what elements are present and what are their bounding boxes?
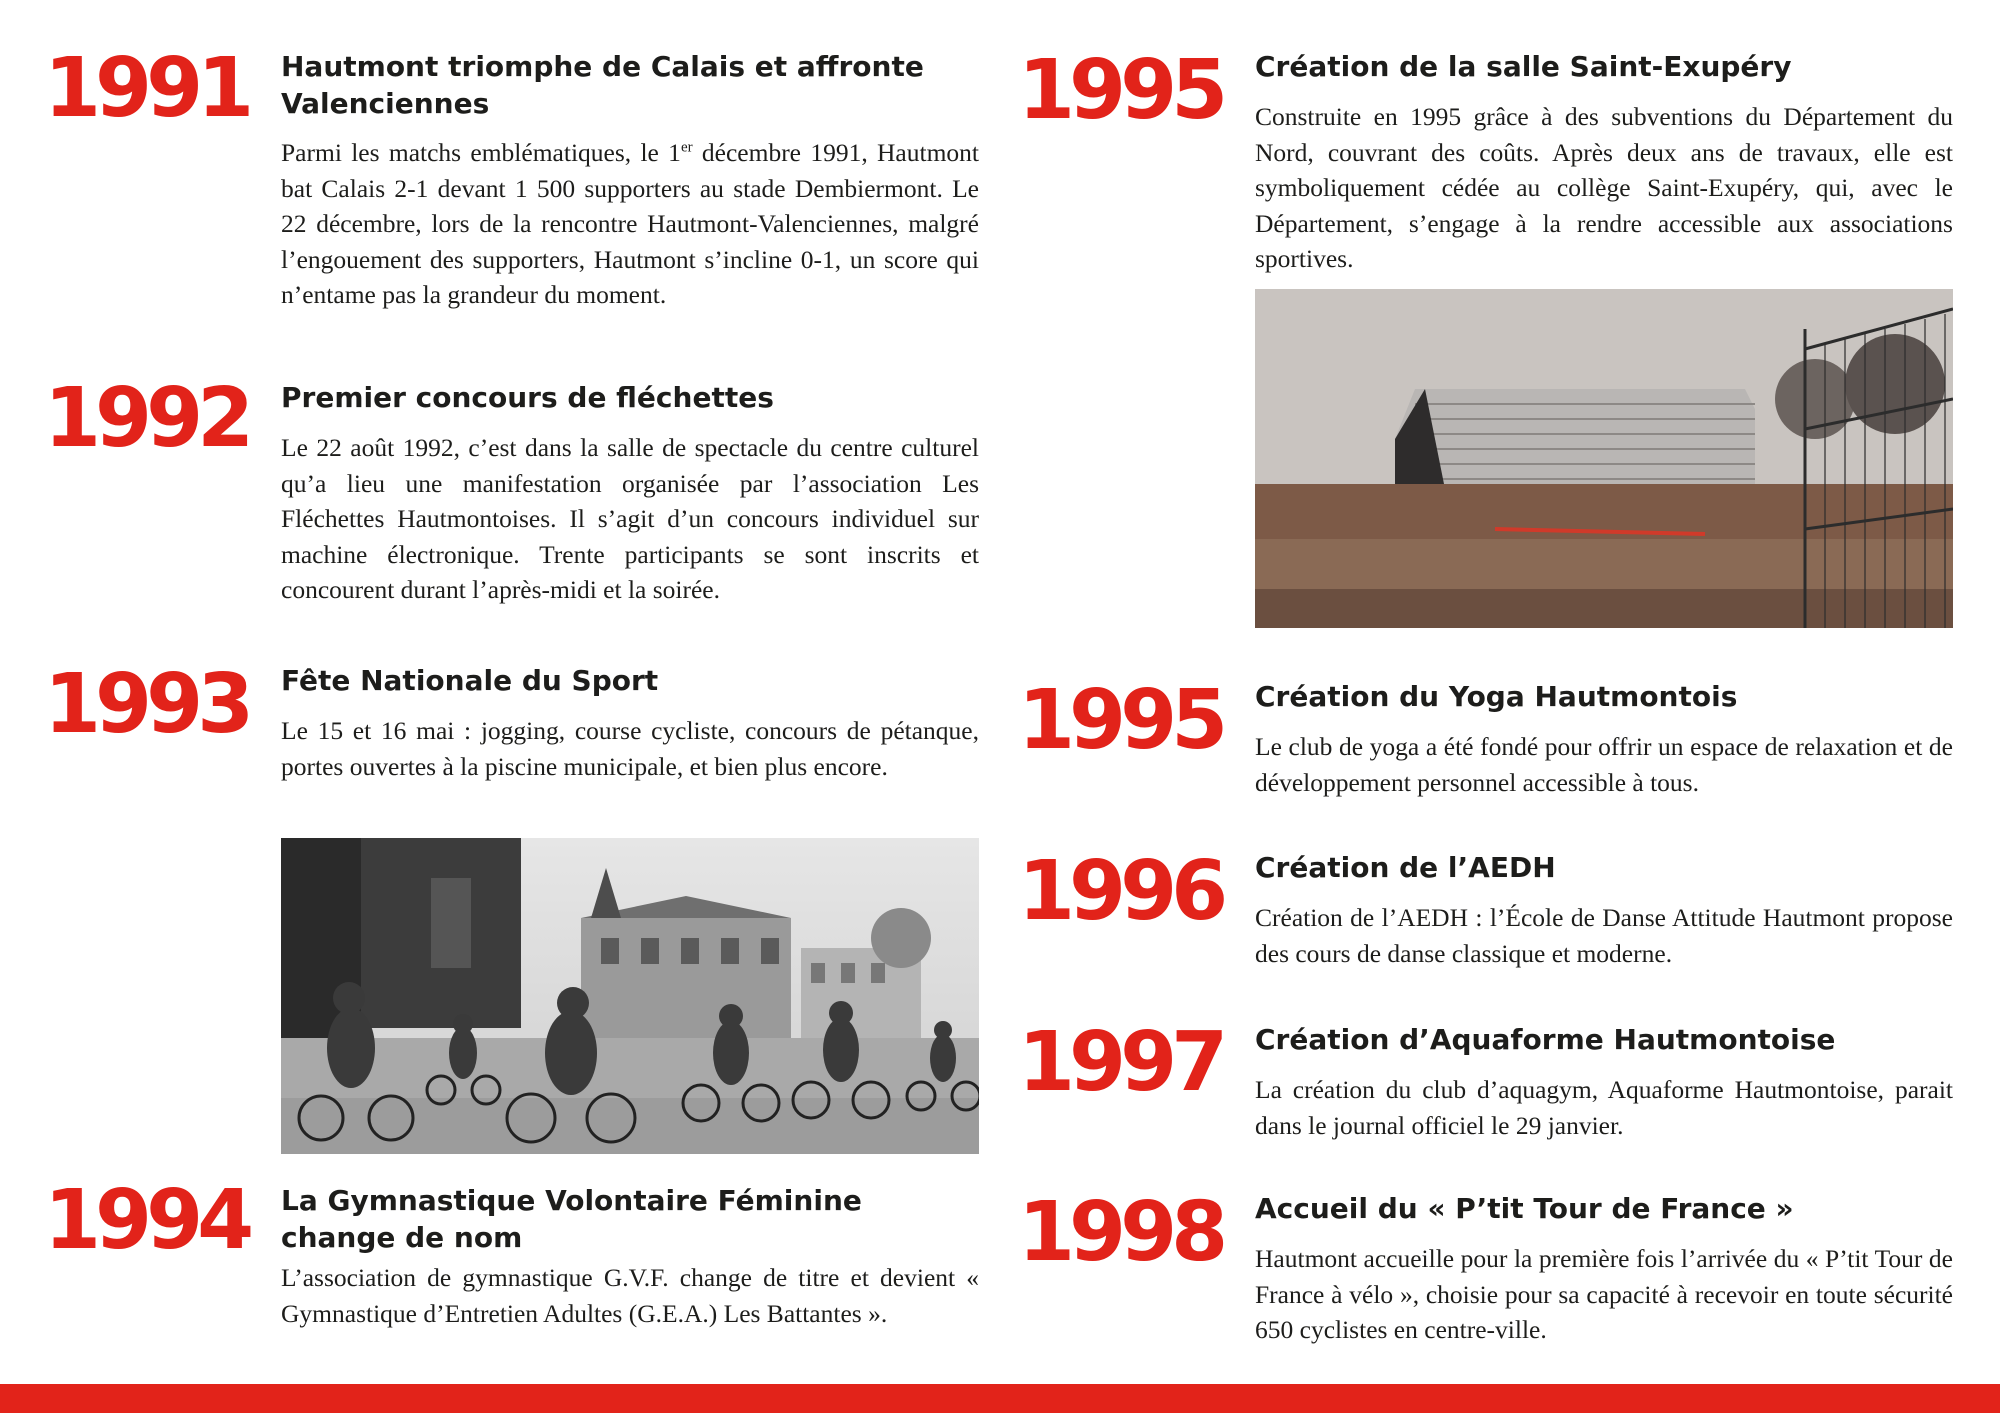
entry-body-1993: Le 15 et 16 mai : jogging, course cycliste, concours de pétanque, portes ouvertes à la piscine municipale, et bien plus encore. xyxy=(281,716,979,781)
entry-title-1993: Fête Nationale du Sport xyxy=(281,664,659,697)
year-1998: 1998 xyxy=(1018,1185,1223,1280)
ordinal-suffix: er xyxy=(680,139,693,156)
entry-title-aedh: Création de l’AEDH xyxy=(1255,851,1556,884)
footer-accent-bar xyxy=(0,1384,2000,1413)
year-1992: 1992 xyxy=(44,371,249,466)
entry-body-yoga: Le club de yoga a été fondé pour offrir un espace de relaxation et de développement personnel accessible à tous. xyxy=(1255,732,1953,797)
entry-title-1991: Hautmont triomphe de Calais et affronte Valenciennes xyxy=(281,50,924,120)
entry-title-ptit-tour: Accueil du « P’tit Tour de France » xyxy=(1255,1192,1794,1225)
year-1997: 1997 xyxy=(1018,1015,1223,1110)
entry-title-1994: La Gymnastique Volontaire Féminine change de nom xyxy=(281,1184,862,1254)
entry-body-aquaforme: La création du club d’aquagym, Aquaforme Hautmontoise, parait dans le journal officiel le 29 janvier. xyxy=(1255,1075,1953,1140)
body-text: décembre 1991, Hautmont bat Calais 2-1 devant 1 500 supporters au stade Dembiermont. Le 22 décembre, lors de la rencontre Hautmont-Valenciennes, malgré l’engouement des supporters, Hautmont s’incline 0-1, un score qui n’entame pas la grandeur du moment. xyxy=(281,138,979,309)
entry-body-1991 xyxy=(281,135,979,313)
photo-construction-illustration xyxy=(1255,289,1953,628)
entry-title-1992: Premier concours de fléchettes xyxy=(281,381,774,414)
body-text: Parmi les matchs emblématiques, le 1 xyxy=(281,138,681,167)
year-1993: 1993 xyxy=(44,657,249,752)
year-1995-salle: 1995 xyxy=(1018,43,1223,138)
entry-body-1994: L’association de gymnastique G.V.F. change de titre et devient « Gymnastique d’Entretien Adultes (G.E.A.) Les Battantes ». xyxy=(281,1263,979,1328)
entry-body-1992: Le 22 août 1992, c’est dans la salle de spectacle du centre culturel qu’a lieu une manifestation organisée par l’association Les Fléchettes Hautmontoises. Il s’agit d’un concours individuel sur machine électronique. Trente participants se sont inscrits et concourent durant l’après-midi et la soirée. xyxy=(281,433,979,604)
photo-cycling-illustration xyxy=(281,838,979,1154)
entry-title-yoga: Création du Yoga Hautmontois xyxy=(1255,680,1738,713)
year-1995-yoga: 1995 xyxy=(1018,673,1223,768)
photo-construction-site xyxy=(1255,289,1953,628)
entry-body-salle-saint-exupery: Construite en 1995 grâce à des subventions du Département du Nord, couvrant des coûts. Après deux ans de travaux, elle est symboliquement cédée au collège Saint-Exupéry, qui, avec le Département, s’engage à la rendre accessible aux associations sportives. xyxy=(1255,102,1953,273)
entry-title-salle-saint-exupery: Création de la salle Saint-Exupéry xyxy=(1255,50,1792,83)
photo-cycling-event xyxy=(281,838,979,1154)
entry-body-ptit-tour: Hautmont accueille pour la première fois l’arrivée du « P’tit Tour de France à vélo », choisie pour sa capacité à recevoir en toute sécurité 650 cyclistes en centre-ville. xyxy=(1255,1244,1953,1344)
year-1994: 1994 xyxy=(44,1173,249,1268)
year-1996: 1996 xyxy=(1018,844,1223,939)
entry-body-aedh: Création de l’AEDH : l’École de Danse Attitude Hautmont propose des cours de danse classique et moderne. xyxy=(1255,903,1953,968)
entry-title-aquaforme: Création d’Aquaforme Hautmontoise xyxy=(1255,1023,1836,1056)
year-1991: 1991 xyxy=(44,41,249,136)
